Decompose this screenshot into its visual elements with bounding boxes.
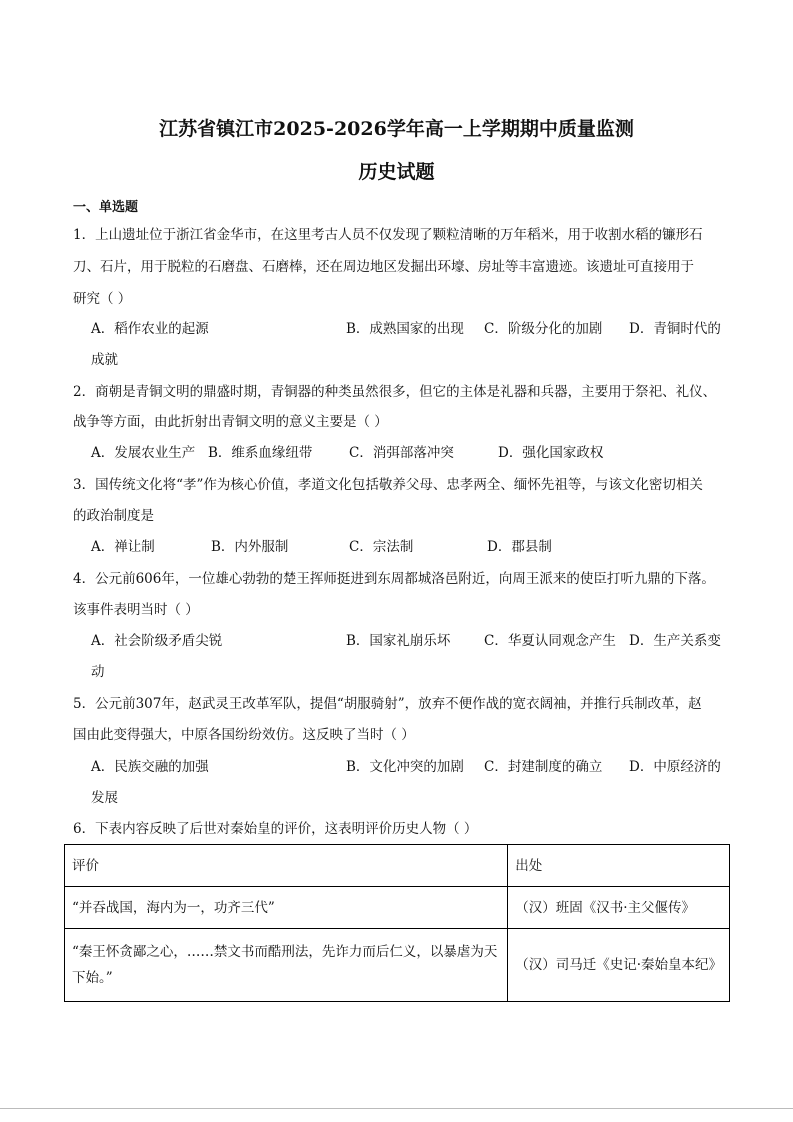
table-row bbox=[65, 929, 730, 1002]
table-header-evaluation: 评价 bbox=[65, 845, 508, 887]
q5-option-b: B．文化冲突的加剧 bbox=[346, 759, 464, 775]
table-cell-source: （汉）司马迁《史记·秦始皇本纪》 bbox=[508, 929, 730, 1002]
exam-subtitle: 历史试题 bbox=[358, 161, 435, 183]
q1-stem-line2: 刀、石片，用于脱粒的石磨盘、石磨棒，还在周边地区发掘出环壕、房址等丰富遗迹。该遗址可直接用于 bbox=[73, 259, 694, 275]
q1-stem-line3: 研究（ ） bbox=[73, 291, 132, 307]
q2-stem-line1: 2．商朝是青铜文明的鼎盛时期，青铜器的种类虽然很多，但它的主体是礼器和兵器，主要用于祭祀、礼仪、 bbox=[73, 384, 717, 400]
q4-option-a: A．社会阶级矛盾尖锐 bbox=[91, 633, 223, 649]
q3-option-d: D．郡县制 bbox=[487, 539, 552, 555]
q4-stem-line2: 该事件表明当时（ ） bbox=[73, 602, 199, 618]
q3-stem-line2: 的政治制度是 bbox=[73, 508, 154, 524]
table-header-row bbox=[65, 845, 730, 887]
page-bottom-divider bbox=[0, 1108, 793, 1109]
q5-option-d-cont: 发展 bbox=[91, 790, 118, 806]
q4-stem-line1: 4．公元前606年，一位雄心勃勃的楚王挥师挺进到东周都城洛邑附近，向周王派来的使臣打听九鼎的下落。 bbox=[73, 571, 715, 587]
q4-option-d: D．生产关系变 bbox=[629, 633, 721, 649]
q5-option-a: A．民族交融的加强 bbox=[91, 759, 209, 775]
evaluation-table bbox=[64, 844, 730, 1002]
table-cell-evaluation: “并吞战国，海内为一，功齐三代” bbox=[65, 887, 508, 929]
q2-stem-line2: 战争等方面，由此折射出青铜文明的意义主要是（ ） bbox=[73, 414, 388, 430]
q2-option-b: B．维系血缘纽带 bbox=[208, 445, 313, 461]
q6-stem: 6．下表内容反映了后世对秦始皇的评价，这表明评价历史人物（ ） bbox=[73, 821, 478, 837]
q5-option-d: D．中原经济的 bbox=[629, 759, 721, 775]
q5-stem-line1: 5．公元前307年，赵武灵王改革军队，提倡“胡服骑射”，放弃不便作战的宽衣阔袖，并推行兵制改革，赵 bbox=[73, 696, 702, 712]
table-cell-source: （汉）班固《汉书·主父偃传》 bbox=[508, 887, 730, 929]
exam-title: 江苏省镇江市2025-2026学年高一上学期期中质量监测 bbox=[159, 118, 634, 140]
q2-option-c: C．消弭部落冲突 bbox=[349, 445, 454, 461]
q3-option-b: B．内外服制 bbox=[211, 539, 289, 555]
table-cell-evaluation: “秦王怀贪鄙之心，……禁文书而酷刑法，先诈力而后仁义，以暴虐为天下始。” bbox=[65, 929, 508, 1002]
q1-option-c: C．阶级分化的加剧 bbox=[484, 321, 603, 337]
q1-option-d-cont: 成就 bbox=[91, 352, 118, 368]
q2-option-a: A．发展农业生产 bbox=[91, 445, 196, 461]
q4-option-d-cont: 动 bbox=[91, 664, 105, 680]
q4-option-c: C．华夏认同观念产生 bbox=[484, 633, 616, 649]
q5-stem-line2: 国由此变得强大，中原各国纷纷效仿。这反映了当时（ ） bbox=[73, 727, 415, 743]
q2-option-d: D．强化国家政权 bbox=[498, 445, 604, 461]
table-header-source: 出处 bbox=[508, 845, 730, 887]
q4-option-b: B．国家礼崩乐坏 bbox=[346, 633, 451, 649]
q1-stem-line1: 1．上山遗址位于浙江省金华市，在这里考古人员不仅发现了颗粒清晰的万年稻米，用于收割水稻的镰形石 bbox=[73, 227, 703, 243]
q1-option-a: A．稻作农业的起源 bbox=[91, 321, 209, 337]
q1-option-d: D．青铜时代的 bbox=[629, 321, 721, 337]
q3-option-c: C．宗法制 bbox=[349, 539, 414, 555]
q3-option-a: A．禅让制 bbox=[91, 539, 155, 555]
q1-option-b: B．成熟国家的出现 bbox=[346, 321, 464, 337]
q5-option-c: C．封建制度的确立 bbox=[484, 759, 603, 775]
table-row bbox=[65, 887, 730, 929]
q3-stem-line1: 3．国传统文化将“孝”作为核心价值，孝道文化包括敬养父母、忠孝两全、缅怀先祖等，与该文化密切相关 bbox=[73, 477, 703, 493]
section-heading: 一、单选题 bbox=[73, 200, 139, 215]
